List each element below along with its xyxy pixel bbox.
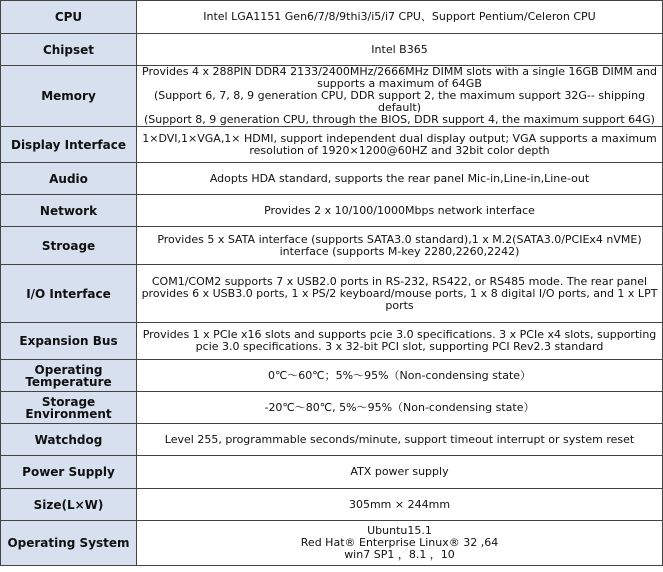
spec-value-line: Ubuntu15.1 bbox=[367, 524, 432, 537]
spec-value-line: 305mm × 244mm bbox=[348, 497, 451, 511]
spec-label-cpu: CPU bbox=[1, 1, 137, 34]
spec-label-size: Size(L×W) bbox=[1, 489, 137, 521]
spec-value-chipset bbox=[137, 34, 663, 66]
spec-value-line: Provides 4 x 288PIN DDR4 2133/2400MHz/2666MHz DIMM slots with a single 16GB DIMM and supports a maximum of 64GB bbox=[142, 65, 657, 90]
table-row bbox=[1, 227, 663, 265]
table-row bbox=[1, 323, 663, 360]
spec-value-display-interface bbox=[137, 127, 663, 163]
table-row bbox=[1, 127, 663, 163]
spec-label-storage: Stroage bbox=[1, 227, 137, 265]
spec-value-line: Provides 1 x PCIe x16 slots and supports pcie 3.0 specifications. 3 x PCIe x4 slots, supporting pcie 3.0 specifications. 3 x 32-bit PCI slot, supporting PCI Rev2.3 standard bbox=[142, 328, 657, 353]
spec-value-line: 1×DVI,1×VGA,1× HDMI, support independent dual display output; VGA supports a maximum resolution of 1920×1200@60HZ and 32bit color depth bbox=[142, 131, 657, 157]
spec-label-watchdog: Watchdog bbox=[1, 424, 137, 456]
table-row bbox=[1, 360, 663, 392]
spec-value-line: Intel LGA1151 Gen6/7/8/9thi3/i5/i7 CPU、Support Pentium/Celeron CPU bbox=[203, 10, 596, 23]
spec-label-storage-environment: Storage Environment bbox=[1, 392, 137, 424]
spec-value-size bbox=[137, 489, 663, 521]
table-row bbox=[1, 66, 663, 127]
spec-label-memory: Memory bbox=[1, 66, 137, 127]
spec-value-audio bbox=[137, 163, 663, 195]
table-row bbox=[1, 34, 663, 66]
table-row bbox=[1, 265, 663, 323]
spec-label-power-supply: Power Supply bbox=[1, 456, 137, 489]
spec-value-watchdog bbox=[137, 424, 663, 456]
spec-value-line: win7 SP1 ，8.1 ，10 bbox=[344, 548, 455, 561]
spec-value-expansion-bus bbox=[137, 323, 663, 360]
spec-value-network bbox=[137, 195, 663, 227]
table-row bbox=[1, 195, 663, 227]
spec-value-io-interface bbox=[137, 265, 663, 323]
spec-value-cpu bbox=[137, 1, 663, 34]
spec-value-line: Level 255, programmable seconds/minute, support timeout interrupt or system reset bbox=[164, 432, 635, 446]
table-row bbox=[1, 456, 663, 489]
table-row bbox=[1, 424, 663, 456]
spec-value-line: Provides 2 x 10/100/1000Mbps network interface bbox=[264, 203, 535, 217]
spec-value-line: -20℃～80℃, 5%～95%（Non-condensing state） bbox=[264, 400, 535, 414]
spec-value-line: ATX power supply bbox=[350, 465, 449, 478]
spec-label-chipset: Chipset bbox=[1, 34, 137, 66]
spec-value-storage-environment bbox=[137, 392, 663, 424]
spec-label-operating-temperature: Operating Temperature bbox=[1, 360, 137, 392]
spec-value-memory bbox=[137, 66, 663, 127]
spec-value-line: (Support 6, 7, 8, 9 generation CPU, DDR support 2, the maximum support 32G-- shipping default) bbox=[153, 89, 646, 114]
spec-value-line: Provides 5 x SATA interface (supports SATA3.0 standard),1 x M.2(SATA3.0/PCIEx4 nVME) interface (supports M-key 2280,2260,2242) bbox=[157, 232, 642, 258]
table-row bbox=[1, 392, 663, 424]
table-row bbox=[1, 521, 663, 566]
spec-label-network: Network bbox=[1, 195, 137, 227]
spec-label-expansion-bus: Expansion Bus bbox=[1, 323, 137, 360]
spec-value-operating-system bbox=[137, 521, 663, 566]
spec-label-audio: Audio bbox=[1, 163, 137, 195]
spec-value-line: 0℃～60℃；5%～95%（Non-condensing state） bbox=[267, 368, 532, 382]
table-row bbox=[1, 1, 663, 34]
spec-label-io-interface: I/O Interface bbox=[1, 265, 137, 323]
spec-value-storage bbox=[137, 227, 663, 265]
spec-value-operating-temperature bbox=[137, 360, 663, 392]
spec-label-operating-system: Operating System bbox=[1, 521, 137, 566]
spec-value-line: Adopts HDA standard, supports the rear panel Mic-in,Line-in,Line-out bbox=[209, 171, 590, 185]
spec-value-line: COM1/COM2 supports 7 x USB2.0 ports in RS-232, RS422, or RS485 mode. The rear panel provides 6 x USB3.0 ports, 1 x PS/2 keyboard/mouse ports, 1 x 8 digital I/O ports, and 1 x LPT ports bbox=[141, 274, 658, 312]
spec-value-power-supply bbox=[137, 456, 663, 489]
table-row bbox=[1, 489, 663, 521]
table-row bbox=[1, 163, 663, 195]
spec-value-line: (Support 8, 9 generation CPU, through the BIOS, DDR support 4, the maximum support 64G) bbox=[144, 113, 655, 126]
spec-label-display-interface: Display Interface bbox=[1, 127, 137, 163]
spec-value-line: Intel B365 bbox=[371, 42, 428, 56]
spec-value-line: Red Hat® Enterprise Linux® 32 ,64 bbox=[300, 536, 499, 549]
